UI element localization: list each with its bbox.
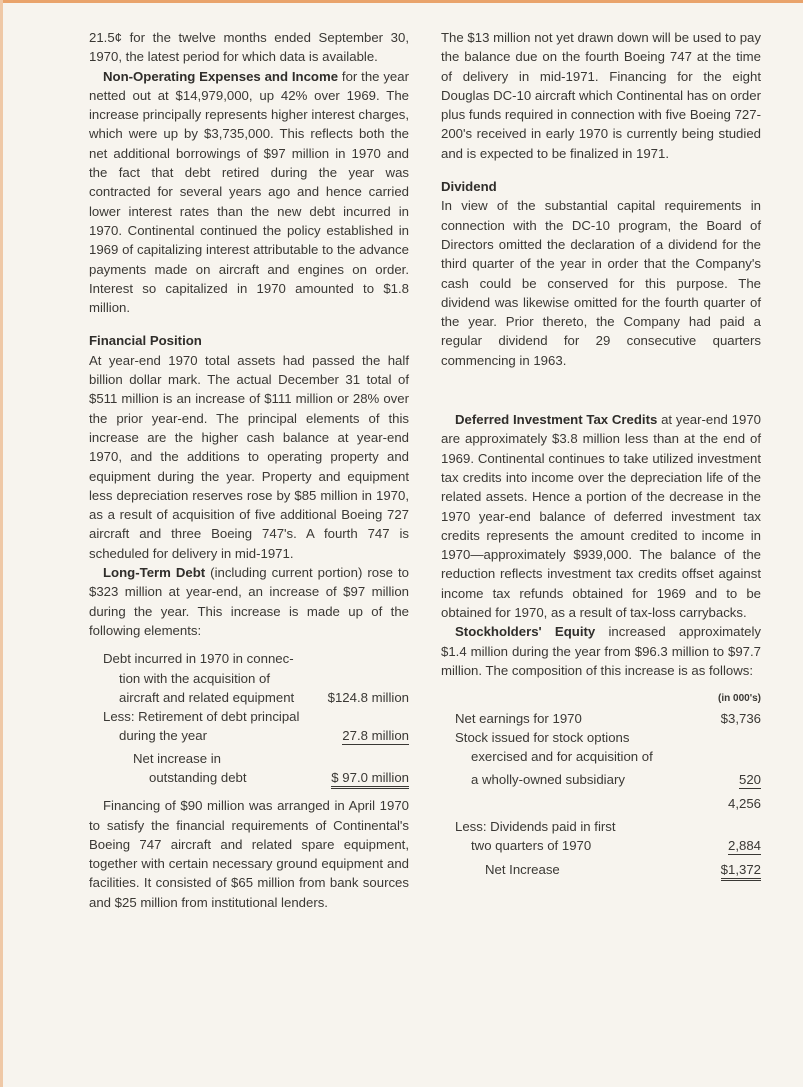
paragraph-long-term-debt <box>89 563 409 640</box>
equity-unit-label: (in 000's) <box>718 693 761 705</box>
equity-stock-issued-line2: exercised and for acquisition of <box>471 749 653 765</box>
equity-net-earnings-amount: $3,736 <box>720 710 761 726</box>
deferred-tax-credits-body: at year-end 1970 are approximately $3.8 million less than at the end of 1969. Continental continues to take utilized investment tax credits into income over the depreciation life of the related assets. Hence a portion of the decrease in the 1970 year-end balance of deferred investment tax credits represents the amount credited to income in 1970—approximately $939,000. The balance of the reduction reflects investment tax credits offset against income tax refunds obtained for 1969 and to be obtained for 1970, as a result of tax-loss carrybacks. <box>441 412 761 621</box>
debt-net-increase-amount: $ 97.0 million <box>331 770 409 789</box>
debt-row1-line1: Debt incurred in 1970 in connec- <box>103 651 294 667</box>
debt-row1-line3: aircraft and related equipment <box>119 689 295 705</box>
debt-retired-amount: 27.8 million <box>342 728 409 744</box>
equity-subtotal-amount: 4,256 <box>727 795 761 811</box>
equity-stock-issued-line3: a wholly-owned subsidiary <box>471 772 625 788</box>
heading-financial-position: Financial Position <box>89 333 202 349</box>
heading-non-operating: Non-Operating Expenses and Income <box>103 68 339 84</box>
paragraph-non-operating <box>89 67 409 318</box>
debt-table <box>89 649 409 787</box>
paragraph-stockholders-equity <box>441 622 761 680</box>
debt-row3-line1: Net increase in <box>133 750 221 766</box>
left-edge-rule <box>0 0 3 1087</box>
paragraph-deferred-tax-credits <box>441 410 761 622</box>
equity-net-earnings-label: Net earnings for 1970 <box>455 710 582 726</box>
equity-stock-issued-amount: 520 <box>738 772 761 788</box>
debt-incurred-amount: $124.8 million <box>327 689 409 705</box>
debt-row1-line2: tion with the acquisition of <box>119 670 271 686</box>
top-rule <box>0 0 803 3</box>
right-column <box>441 28 761 879</box>
debt-row2-line2: during the year <box>119 728 207 744</box>
debt-row2-line1: Less: Retirement of debt principal <box>103 709 300 725</box>
paragraph-earnings-continued: 21.5¢ for the twelve months ended September 30, 1970, the latest period for which data is available. <box>89 30 409 65</box>
paragraph-dividend: In view of the substantial capital requirements in connection with the DC-10 program, the Board of Directors omitted the declaration of a dividend for the third quarter of the year in order that the Company's cash could be conserved for this purpose. The dividend was likewise omitted for the fourth quarter of the year. Prior thereto, the Company had paid a regular dividend for 29 consecutive quarters commencing in 1963. <box>441 198 761 368</box>
equity-dividends-line2: two quarters of 1970 <box>471 838 592 854</box>
equity-table <box>441 689 761 879</box>
paragraph-financing-continued: The $13 million not yet drawn down will be used to pay the balance due on the fourth Boeing 747 at the time of delivery in mid-1971. Financing for the eight Douglas DC-10 aircraft which Continental has on order plus funds required in connection with five Boeing 727-200's received in early 1970 is currently being studied and is expected to be finalized in 1971. <box>441 30 761 161</box>
heading-stockholders-equity: Stockholders' Equity <box>455 624 596 640</box>
heading-deferred-tax-credits: Deferred Investment Tax Credits <box>455 412 658 428</box>
equity-dividends-amount: 2,884 <box>727 838 761 854</box>
left-column <box>89 28 409 912</box>
long-term-debt-body: (including current portion) rose to $323 million at year-end, an increase of $97 million during the year. This increase is made up of the following elements: <box>89 565 409 638</box>
paragraph-financing: Financing of $90 million was arranged in April 1970 to satisfy the financial requirements of Continental's Boeing 747 aircraft and related spare equipment, together with certain necessary ground equipment and facilities. It consisted of $65 million from bank sources and $25 million from institutional lenders. <box>89 798 409 910</box>
equity-dividends-line1: Less: Dividends paid in first <box>455 818 616 834</box>
paragraph-financial-position: At year-end 1970 total assets had passed the half billion dollar mark. The actual December 31 total of $511 million is an increase of $111 million or 28% over the prior year-end. The principal elements of this increase are the higher cash balance at year-end 1970, and the additions to operating property and equipment during the year. Property and equipment less depreciation reserves rose by $85 million in 1970, as a result of acquisition of five additional Boeing 727 aircraft and three Boeing 747's. A fourth 747 is scheduled for delivery in mid-1971. <box>89 352 409 561</box>
equity-net-increase-amount: $1,372 <box>721 862 761 881</box>
stockholders-equity-body: increased approximately $1.4 million during the year from $96.3 million to $97.7 million. The composition of this increase is as follows: <box>441 624 762 678</box>
heading-long-term-debt: Long-Term Debt <box>103 565 206 581</box>
debt-row3-line2: outstanding debt <box>149 769 247 785</box>
equity-net-increase-label: Net Increase <box>485 861 560 877</box>
non-operating-body: for the year netted out at $14,979,000, up 42% over 1969. The increase principally represents higher interest charges, which were up by $3,735,000. This reflects both the net additional borrowings of $97 million in 1970 and the fact that debt retired during the year was contracted for several years ago and hence carried lower interest rates than the new debt incurred in 1970. Continental continued the policy established in 1969 of capitalizing interest attributable to the advance payments made on aircraft and engines on order. Interest so capitalized in 1970 amounted to $1.8 million. <box>89 68 409 316</box>
equity-stock-issued-line1: Stock issued for stock options <box>455 729 630 745</box>
heading-dividend: Dividend <box>441 179 497 195</box>
